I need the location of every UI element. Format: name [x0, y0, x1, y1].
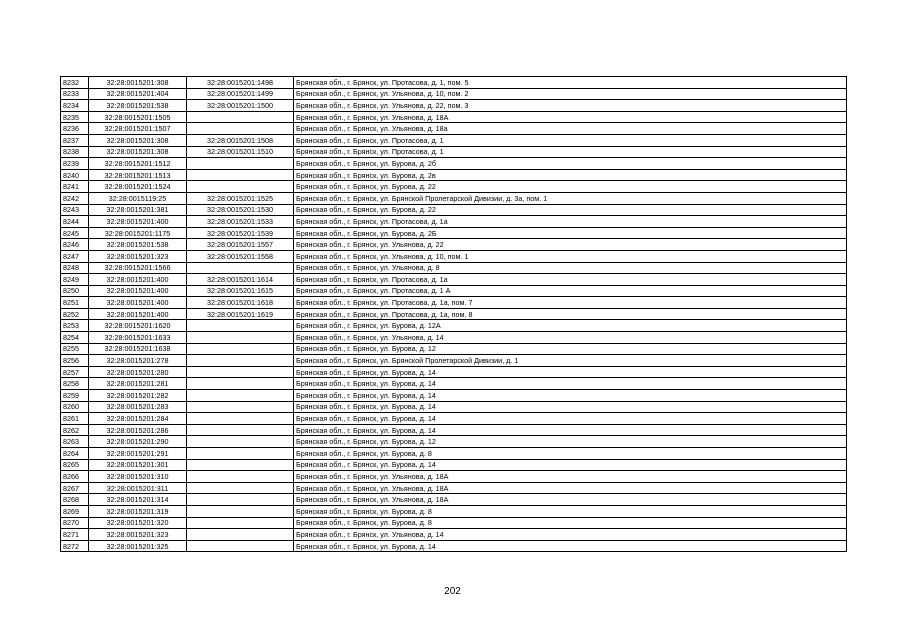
table-row [61, 111, 847, 123]
table-row [61, 77, 847, 89]
object-cadastral-cell: 32:28:0015201:1510 [187, 146, 294, 158]
object-cadastral-cell [187, 181, 294, 193]
address-cell: Брянская обл., г. Брянск, ул. Бурова, д. 2в [294, 169, 847, 181]
object-cadastral-cell: 32:28:0015201:1619 [187, 308, 294, 320]
row-number-cell: 8271 [61, 529, 89, 541]
land-parcel-cadastral-cell: 32:28:0015201:284 [89, 413, 187, 425]
address-cell: Брянская обл., г. Брянск, ул. Протасова, д. 1 [294, 146, 847, 158]
land-parcel-cadastral-cell: 32:28:0015201:286 [89, 424, 187, 436]
address-cell: Брянская обл., г. Брянск, ул. Ульянова, д. 18А [294, 471, 847, 483]
land-parcel-cadastral-cell: 32:28:0015201:400 [89, 297, 187, 309]
object-cadastral-cell [187, 378, 294, 390]
land-parcel-cadastral-cell: 32:28:0015201:323 [89, 529, 187, 541]
land-parcel-cadastral-cell: 32:28:0015201:1638 [89, 343, 187, 355]
row-number-cell: 8261 [61, 413, 89, 425]
land-parcel-cadastral-cell: 32:28:0015201:325 [89, 540, 187, 552]
address-cell: Брянская обл., г. Брянск, ул. Бурова, д. 14 [294, 540, 847, 552]
object-cadastral-cell: 32:28:0015201:1533 [187, 216, 294, 228]
row-number-cell: 8264 [61, 448, 89, 460]
row-number-cell: 8241 [61, 181, 89, 193]
row-number-cell: 8251 [61, 297, 89, 309]
land-parcel-cadastral-cell: 32:28:0015201:400 [89, 274, 187, 286]
land-parcel-cadastral-cell: 32:28:0015201:1513 [89, 169, 187, 181]
object-cadastral-cell [187, 436, 294, 448]
row-number-cell: 8259 [61, 390, 89, 402]
object-cadastral-cell: 32:28:0015201:1557 [187, 239, 294, 251]
land-parcel-cadastral-cell: 32:28:0015201:310 [89, 471, 187, 483]
row-number-cell: 8258 [61, 378, 89, 390]
table-row [61, 505, 847, 517]
row-number-cell: 8263 [61, 436, 89, 448]
object-cadastral-cell [187, 494, 294, 506]
row-number-cell: 8234 [61, 100, 89, 112]
land-parcel-cadastral-cell: 32:28:0015201:1620 [89, 320, 187, 332]
row-number-cell: 8254 [61, 332, 89, 344]
table-row [61, 448, 847, 460]
address-cell: Брянская обл., г. Брянск, ул. Ульянова, д. 10, пом. 1 [294, 250, 847, 262]
address-cell: Брянская обл., г. Брянск, ул. Ульянова, д. 18А [294, 111, 847, 123]
land-parcel-cadastral-cell: 32:28:0015201:1566 [89, 262, 187, 274]
row-number-cell: 8260 [61, 401, 89, 413]
object-cadastral-cell [187, 332, 294, 344]
object-cadastral-cell: 32:28:0015201:1530 [187, 204, 294, 216]
address-cell: Брянская обл., г. Брянск, ул. Ульянова, д. 22, пом. 3 [294, 100, 847, 112]
address-cell: Брянская обл., г. Брянск, ул. Бурова, д. 2Б [294, 227, 847, 239]
object-cadastral-cell [187, 169, 294, 181]
address-cell: Брянская обл., г. Брянск, ул. Протасова, д. 1а [294, 216, 847, 228]
table-row [61, 169, 847, 181]
object-cadastral-cell [187, 366, 294, 378]
land-parcel-cadastral-cell: 32:28:0015201:400 [89, 285, 187, 297]
table-row [61, 378, 847, 390]
object-cadastral-cell: 32:28:0015201:1508 [187, 134, 294, 146]
address-cell: Брянская обл., г. Брянск, ул. Протасова, д. 1 [294, 134, 847, 146]
land-parcel-cadastral-cell: 32:28:0015201:314 [89, 494, 187, 506]
object-cadastral-cell: 32:28:0015201:1618 [187, 297, 294, 309]
land-parcel-cadastral-cell: 32:28:0015201:381 [89, 204, 187, 216]
row-number-cell: 8266 [61, 471, 89, 483]
row-number-cell: 8257 [61, 366, 89, 378]
table-row [61, 482, 847, 494]
object-cadastral-cell [187, 540, 294, 552]
table-row [61, 227, 847, 239]
address-cell: Брянская обл., г. Брянск, ул. Протасова, д. 1 А [294, 285, 847, 297]
object-cadastral-cell: 32:28:0015201:1615 [187, 285, 294, 297]
row-number-cell: 8239 [61, 158, 89, 170]
address-cell: Брянская обл., г. Брянск, ул. Протасова, д. 1а [294, 274, 847, 286]
object-cadastral-cell [187, 158, 294, 170]
land-parcel-cadastral-cell: 32:28:0015201:290 [89, 436, 187, 448]
page-number: 202 [444, 586, 461, 597]
address-cell: Брянская обл., г. Брянск, ул. Бурова, д. 14 [294, 401, 847, 413]
table-row [61, 250, 847, 262]
address-cell: Брянская обл., г. Брянск, ул. Ульянова, д. 18А [294, 494, 847, 506]
object-cadastral-cell [187, 262, 294, 274]
row-number-cell: 8233 [61, 88, 89, 100]
object-cadastral-cell [187, 482, 294, 494]
table-row [61, 355, 847, 367]
object-cadastral-cell [187, 517, 294, 529]
row-number-cell: 8253 [61, 320, 89, 332]
table-row [61, 529, 847, 541]
land-parcel-cadastral-cell: 32:28:0015201:311 [89, 482, 187, 494]
row-number-cell: 8235 [61, 111, 89, 123]
land-parcel-cadastral-cell: 32:28:0015201:1512 [89, 158, 187, 170]
row-number-cell: 8250 [61, 285, 89, 297]
table-row [61, 471, 847, 483]
address-cell: Брянская обл., г. Брянск, ул. Ульянова, д. 8 [294, 262, 847, 274]
object-cadastral-cell: 32:28:0015201:1525 [187, 192, 294, 204]
land-parcel-cadastral-cell: 32:28:0015201:301 [89, 459, 187, 471]
row-number-cell: 8238 [61, 146, 89, 158]
address-cell: Брянская обл., г. Брянск, ул. Бурова, д. 14 [294, 424, 847, 436]
object-cadastral-cell [187, 320, 294, 332]
table-row [61, 204, 847, 216]
land-parcel-cadastral-cell: 32:28:0015201:308 [89, 134, 187, 146]
row-number-cell: 8268 [61, 494, 89, 506]
address-cell: Брянская обл., г. Брянск, ул. Бурова, д. 14 [294, 366, 847, 378]
address-cell: Брянская обл., г. Брянск, ул. Протасова, д. 1а, пом. 7 [294, 297, 847, 309]
object-cadastral-cell [187, 343, 294, 355]
registry-table [60, 76, 847, 552]
land-parcel-cadastral-cell: 32:28:0015201:283 [89, 401, 187, 413]
table-row [61, 297, 847, 309]
table-row [61, 123, 847, 135]
address-cell: Брянская обл., г. Брянск, ул. Бурова, д. 14 [294, 459, 847, 471]
table-row [61, 239, 847, 251]
address-cell: Брянская обл., г. Брянск, ул. Бурова, д. 22 [294, 181, 847, 193]
land-parcel-cadastral-cell: 32:28:0015201:308 [89, 146, 187, 158]
land-parcel-cadastral-cell: 32:28:0015201:1633 [89, 332, 187, 344]
land-parcel-cadastral-cell: 32:28:0015201:404 [89, 88, 187, 100]
row-number-cell: 8270 [61, 517, 89, 529]
table-row [61, 332, 847, 344]
registry-table-body [61, 77, 847, 552]
land-parcel-cadastral-cell: 32:28:0015201:400 [89, 216, 187, 228]
address-cell: Брянская обл., г. Брянск, ул. Бурова, д. 12А [294, 320, 847, 332]
table-row [61, 146, 847, 158]
address-cell: Брянская обл., г. Брянск, ул. Бурова, д. 8 [294, 517, 847, 529]
table-row [61, 285, 847, 297]
land-parcel-cadastral-cell: 32:28:0015201:1507 [89, 123, 187, 135]
row-number-cell: 8246 [61, 239, 89, 251]
address-cell: Брянская обл., г. Брянск, ул. Бурова, д. 14 [294, 378, 847, 390]
row-number-cell: 8255 [61, 343, 89, 355]
object-cadastral-cell: 32:28:0015201:1500 [187, 100, 294, 112]
row-number-cell: 8236 [61, 123, 89, 135]
address-cell: Брянская обл., г. Брянск, ул. Ульянова, д. 22 [294, 239, 847, 251]
address-cell: Брянская обл., г. Брянск, ул. Бурова, д. 2б [294, 158, 847, 170]
table-row [61, 274, 847, 286]
table-row [61, 494, 847, 506]
object-cadastral-cell: 32:28:0015201:1498 [187, 77, 294, 89]
table-row [61, 459, 847, 471]
land-parcel-cadastral-cell: 32:28:0015201:320 [89, 517, 187, 529]
address-cell: Брянская обл., г. Брянск, ул. Бурова, д. 8 [294, 448, 847, 460]
address-cell: Брянская обл., г. Брянск, ул. Бурова, д. 12 [294, 343, 847, 355]
table-row [61, 192, 847, 204]
table-row [61, 181, 847, 193]
row-number-cell: 8252 [61, 308, 89, 320]
table-row [61, 401, 847, 413]
table-row [61, 424, 847, 436]
address-cell: Брянская обл., г. Брянск, ул. Брянской Пролетарской Дивизии, д. 3а, пом. 1 [294, 192, 847, 204]
table-row [61, 366, 847, 378]
object-cadastral-cell [187, 529, 294, 541]
row-number-cell: 8240 [61, 169, 89, 181]
row-number-cell: 8256 [61, 355, 89, 367]
row-number-cell: 8248 [61, 262, 89, 274]
land-parcel-cadastral-cell: 32:28:0015201:538 [89, 100, 187, 112]
object-cadastral-cell [187, 413, 294, 425]
object-cadastral-cell [187, 505, 294, 517]
land-parcel-cadastral-cell: 32:28:0015201:281 [89, 378, 187, 390]
row-number-cell: 8243 [61, 204, 89, 216]
object-cadastral-cell: 32:28:0015201:1499 [187, 88, 294, 100]
address-cell: Брянская обл., г. Брянск, ул. Брянской Пролетарской Дивизии, д. 1 [294, 355, 847, 367]
object-cadastral-cell: 32:28:0015201:1539 [187, 227, 294, 239]
land-parcel-cadastral-cell: 32:28:0015201:291 [89, 448, 187, 460]
table-row [61, 308, 847, 320]
address-cell: Брянская обл., г. Брянск, ул. Бурова, д. 14 [294, 390, 847, 402]
object-cadastral-cell [187, 111, 294, 123]
land-parcel-cadastral-cell: 32:28:0015201:400 [89, 308, 187, 320]
address-cell: Брянская обл., г. Брянск, ул. Протасова, д. 1, пом. 5 [294, 77, 847, 89]
land-parcel-cadastral-cell: 32:28:0015201:282 [89, 390, 187, 402]
land-parcel-cadastral-cell: 32:28:0015201:538 [89, 239, 187, 251]
table-row [61, 343, 847, 355]
table-row [61, 436, 847, 448]
land-parcel-cadastral-cell: 32:28:0015201:278 [89, 355, 187, 367]
land-parcel-cadastral-cell: 32:28:0015201:308 [89, 77, 187, 89]
table-row [61, 540, 847, 552]
row-number-cell: 8269 [61, 505, 89, 517]
address-cell: Брянская обл., г. Брянск, ул. Ульянова, д. 18А [294, 482, 847, 494]
row-number-cell: 8247 [61, 250, 89, 262]
land-parcel-cadastral-cell: 32:28:0015201:1524 [89, 181, 187, 193]
object-cadastral-cell [187, 424, 294, 436]
address-cell: Брянская обл., г. Брянск, ул. Бурова, д. 12 [294, 436, 847, 448]
table-row [61, 88, 847, 100]
address-cell: Брянская обл., г. Брянск, ул. Ульянова, д. 14 [294, 332, 847, 344]
object-cadastral-cell [187, 448, 294, 460]
address-cell: Брянская обл., г. Брянск, ул. Протасова, д. 1а, пом. 8 [294, 308, 847, 320]
object-cadastral-cell [187, 459, 294, 471]
land-parcel-cadastral-cell: 32:28:0015201:1175 [89, 227, 187, 239]
land-parcel-cadastral-cell: 32:28:0015201:1505 [89, 111, 187, 123]
table-row [61, 262, 847, 274]
object-cadastral-cell [187, 401, 294, 413]
object-cadastral-cell [187, 123, 294, 135]
row-number-cell: 8232 [61, 77, 89, 89]
object-cadastral-cell [187, 471, 294, 483]
row-number-cell: 8249 [61, 274, 89, 286]
table-row [61, 216, 847, 228]
address-cell: Брянская обл., г. Брянск, ул. Ульянова, д. 14 [294, 529, 847, 541]
address-cell: Брянская обл., г. Брянск, ул. Бурова, д. 22 [294, 204, 847, 216]
object-cadastral-cell [187, 355, 294, 367]
land-parcel-cadastral-cell: 32:28:0015201:280 [89, 366, 187, 378]
table-row [61, 413, 847, 425]
table-row [61, 390, 847, 402]
table-row [61, 100, 847, 112]
address-cell: Брянская обл., г. Брянск, ул. Бурова, д. 14 [294, 413, 847, 425]
table-row [61, 517, 847, 529]
land-parcel-cadastral-cell: 32:28:0015201:323 [89, 250, 187, 262]
table-row [61, 320, 847, 332]
table-row [61, 134, 847, 146]
row-number-cell: 8245 [61, 227, 89, 239]
object-cadastral-cell: 32:28:0015201:1614 [187, 274, 294, 286]
address-cell: Брянская обл., г. Брянск, ул. Ульянова, д. 10, пом. 2 [294, 88, 847, 100]
land-parcel-cadastral-cell: 32:28:0015201:319 [89, 505, 187, 517]
object-cadastral-cell [187, 390, 294, 402]
row-number-cell: 8244 [61, 216, 89, 228]
address-cell: Брянская обл., г. Брянск, ул. Бурова, д. 8 [294, 505, 847, 517]
row-number-cell: 8262 [61, 424, 89, 436]
table-row [61, 158, 847, 170]
row-number-cell: 8242 [61, 192, 89, 204]
row-number-cell: 8267 [61, 482, 89, 494]
row-number-cell: 8237 [61, 134, 89, 146]
land-parcel-cadastral-cell: 32:28:0015119:25 [89, 192, 187, 204]
row-number-cell: 8265 [61, 459, 89, 471]
address-cell: Брянская обл., г. Брянск, ул. Ульянова, д. 18а [294, 123, 847, 135]
object-cadastral-cell: 32:28:0015201:1558 [187, 250, 294, 262]
row-number-cell: 8272 [61, 540, 89, 552]
